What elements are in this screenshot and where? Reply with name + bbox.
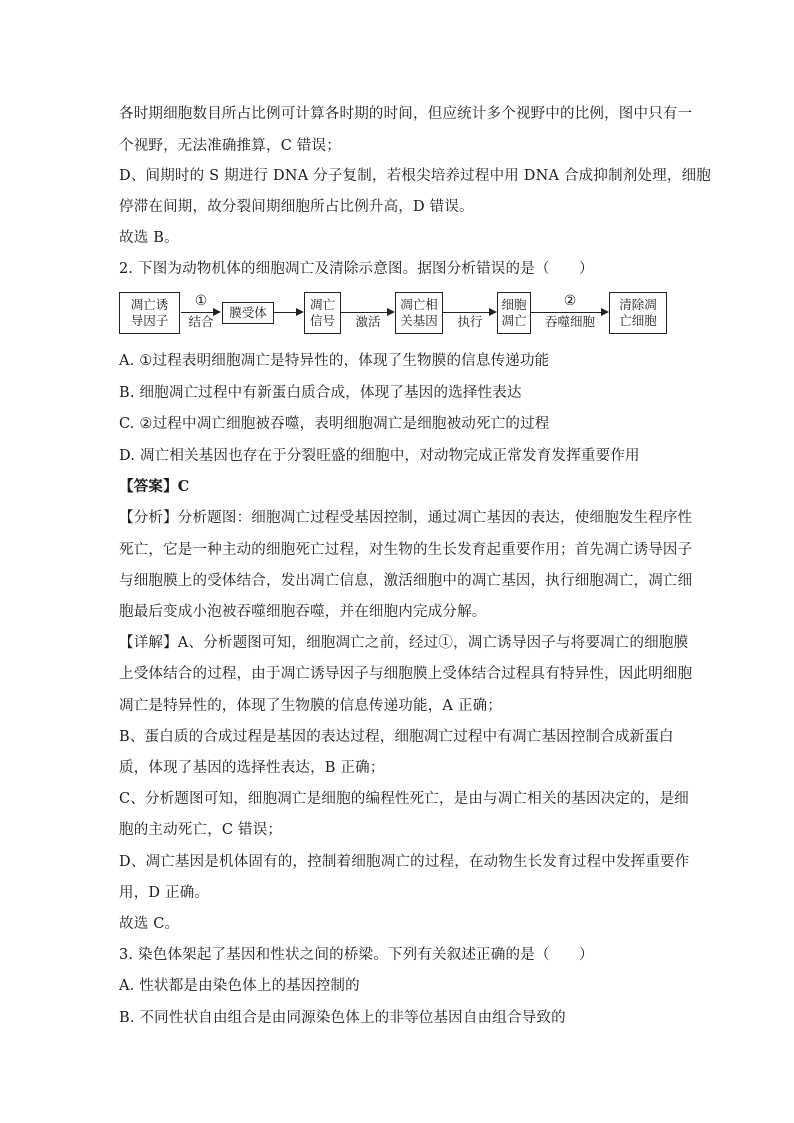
analysis-line: 与细胞膜上的受体结合，发出凋亡信息，激活细胞中的凋亡基因，执行细胞凋亡，凋亡细 [119,573,693,589]
detail-line: C、分析题图可知，细胞凋亡是细胞的编程性死亡，是由与凋亡相关的基因决定的，是细 [119,791,689,807]
box-clearance: 清除凋 亡细胞 [609,292,667,334]
arrow-label-1: ① [194,293,208,309]
arrow-label-3: 激活 [355,314,381,329]
text-line: 停滞在间期，故分裂间期细胞所占比例升高，D 错误。 [119,199,474,215]
detail-line: 用，D 正确。 [119,885,210,901]
detail-line: 凋亡是特异性的，体现了生物膜的信息传递功能，A 正确； [119,698,502,714]
box-genes: 凋亡相 关基因 [395,292,443,334]
detail-line: 【详解】A、分析题图可知，细胞凋亡之前，经过①，凋亡诱导因子与将要凋亡的细胞膜 [119,635,689,651]
option-a: A. ①过程表明细胞凋亡是特异性的，体现了生物膜的信息传递功能 [119,353,550,369]
box-apoptosis: 细胞 凋亡 [497,292,531,334]
arrow-3 [341,312,387,313]
question-2: 2. 下图为动物机体的细胞凋亡及清除示意图。据图分析错误的是（ ） [119,261,594,277]
box-signal: 凋亡 信号 [304,292,341,334]
text-line: D、间期时的 S 期进行 DNA 分子复制，若根尖培养过程中用 DNA 合成抑制剂处理，细胞 [119,168,711,184]
box-receptor: 膜受体 [222,302,274,324]
detail-line: 故选 C。 [119,916,180,932]
q3-option-b: B. 不同性状自由组合是由同源染色体上的非等位基因自由组合导致的 [119,1010,566,1026]
arrow-label-4: 执行 [457,314,483,329]
analysis-line: 死亡，它是一种主动的细胞死亡过程，对生物的生长发育起重要作用；首先凋亡诱导因子 [119,542,693,558]
answer: 【答案】C [119,478,190,495]
text-line: 故选 B。 [119,230,179,246]
apoptosis-flow-diagram [119,290,679,338]
arrow-4 [443,312,489,313]
arrow-label-1b: 结合 [188,314,214,329]
text-line: 各时期细胞数目所占比例可计算各时期的时间，但应统计多个视野中的比例，图中只有一 [119,106,693,122]
arrow-1 [181,312,213,313]
detail-line: D、凋亡基因是机体固有的，控制着细胞凋亡的过程，在动物生长发育过程中发挥重要作 [119,854,690,870]
arrow-label-5b: 吞噬细胞 [544,314,595,329]
option-d: D. 凋亡相关基因也存在于分裂旺盛的细胞中，对动物完成正常发育发挥重要作用 [119,448,640,464]
arrow-head-icon [296,308,304,316]
detail-line: 上受体结合的过程，由于凋亡诱导因子与细胞膜上受体结合过程具有特异性，因此明细胞 [119,666,693,682]
arrow-2 [274,312,296,313]
q3-option-a: A. 性状都是由染色体上的基因控制的 [119,978,360,994]
arrow-label-5: ② [563,293,577,309]
text-line: 个视野，无法准确推算，C 错误； [119,138,341,154]
box-inducer: 凋亡诱 导因子 [119,292,180,334]
arrow-5 [531,312,601,313]
detail-line: 质，体现了基因的选择性表达，B 正确； [119,760,385,776]
detail-line: B、蛋白质的合成过程是基因的表达过程，细胞凋亡过程中有凋亡基因控制合成新蛋白 [119,729,674,745]
detail-line: 胞的主动死亡，C 错误； [119,822,283,838]
option-c: C. ②过程中凋亡细胞被吞噬，表明细胞凋亡是细胞被动死亡的过程 [119,416,550,432]
option-b: B. 细胞凋亡过程中有新蛋白质合成，体现了基因的选择性表达 [119,385,522,401]
question-3: 3. 染色体架起了基因和性状之间的桥梁。下列有关叙述正确的是（ ） [119,947,594,963]
analysis-line: 胞最后变成小泡被吞噬细胞吞噬，并在细胞内完成分解。 [119,604,487,620]
analysis-line: 【分析】分析题图：细胞凋亡过程受基因控制，通过凋亡基因的表达，使细胞发生程序性 [119,510,693,526]
